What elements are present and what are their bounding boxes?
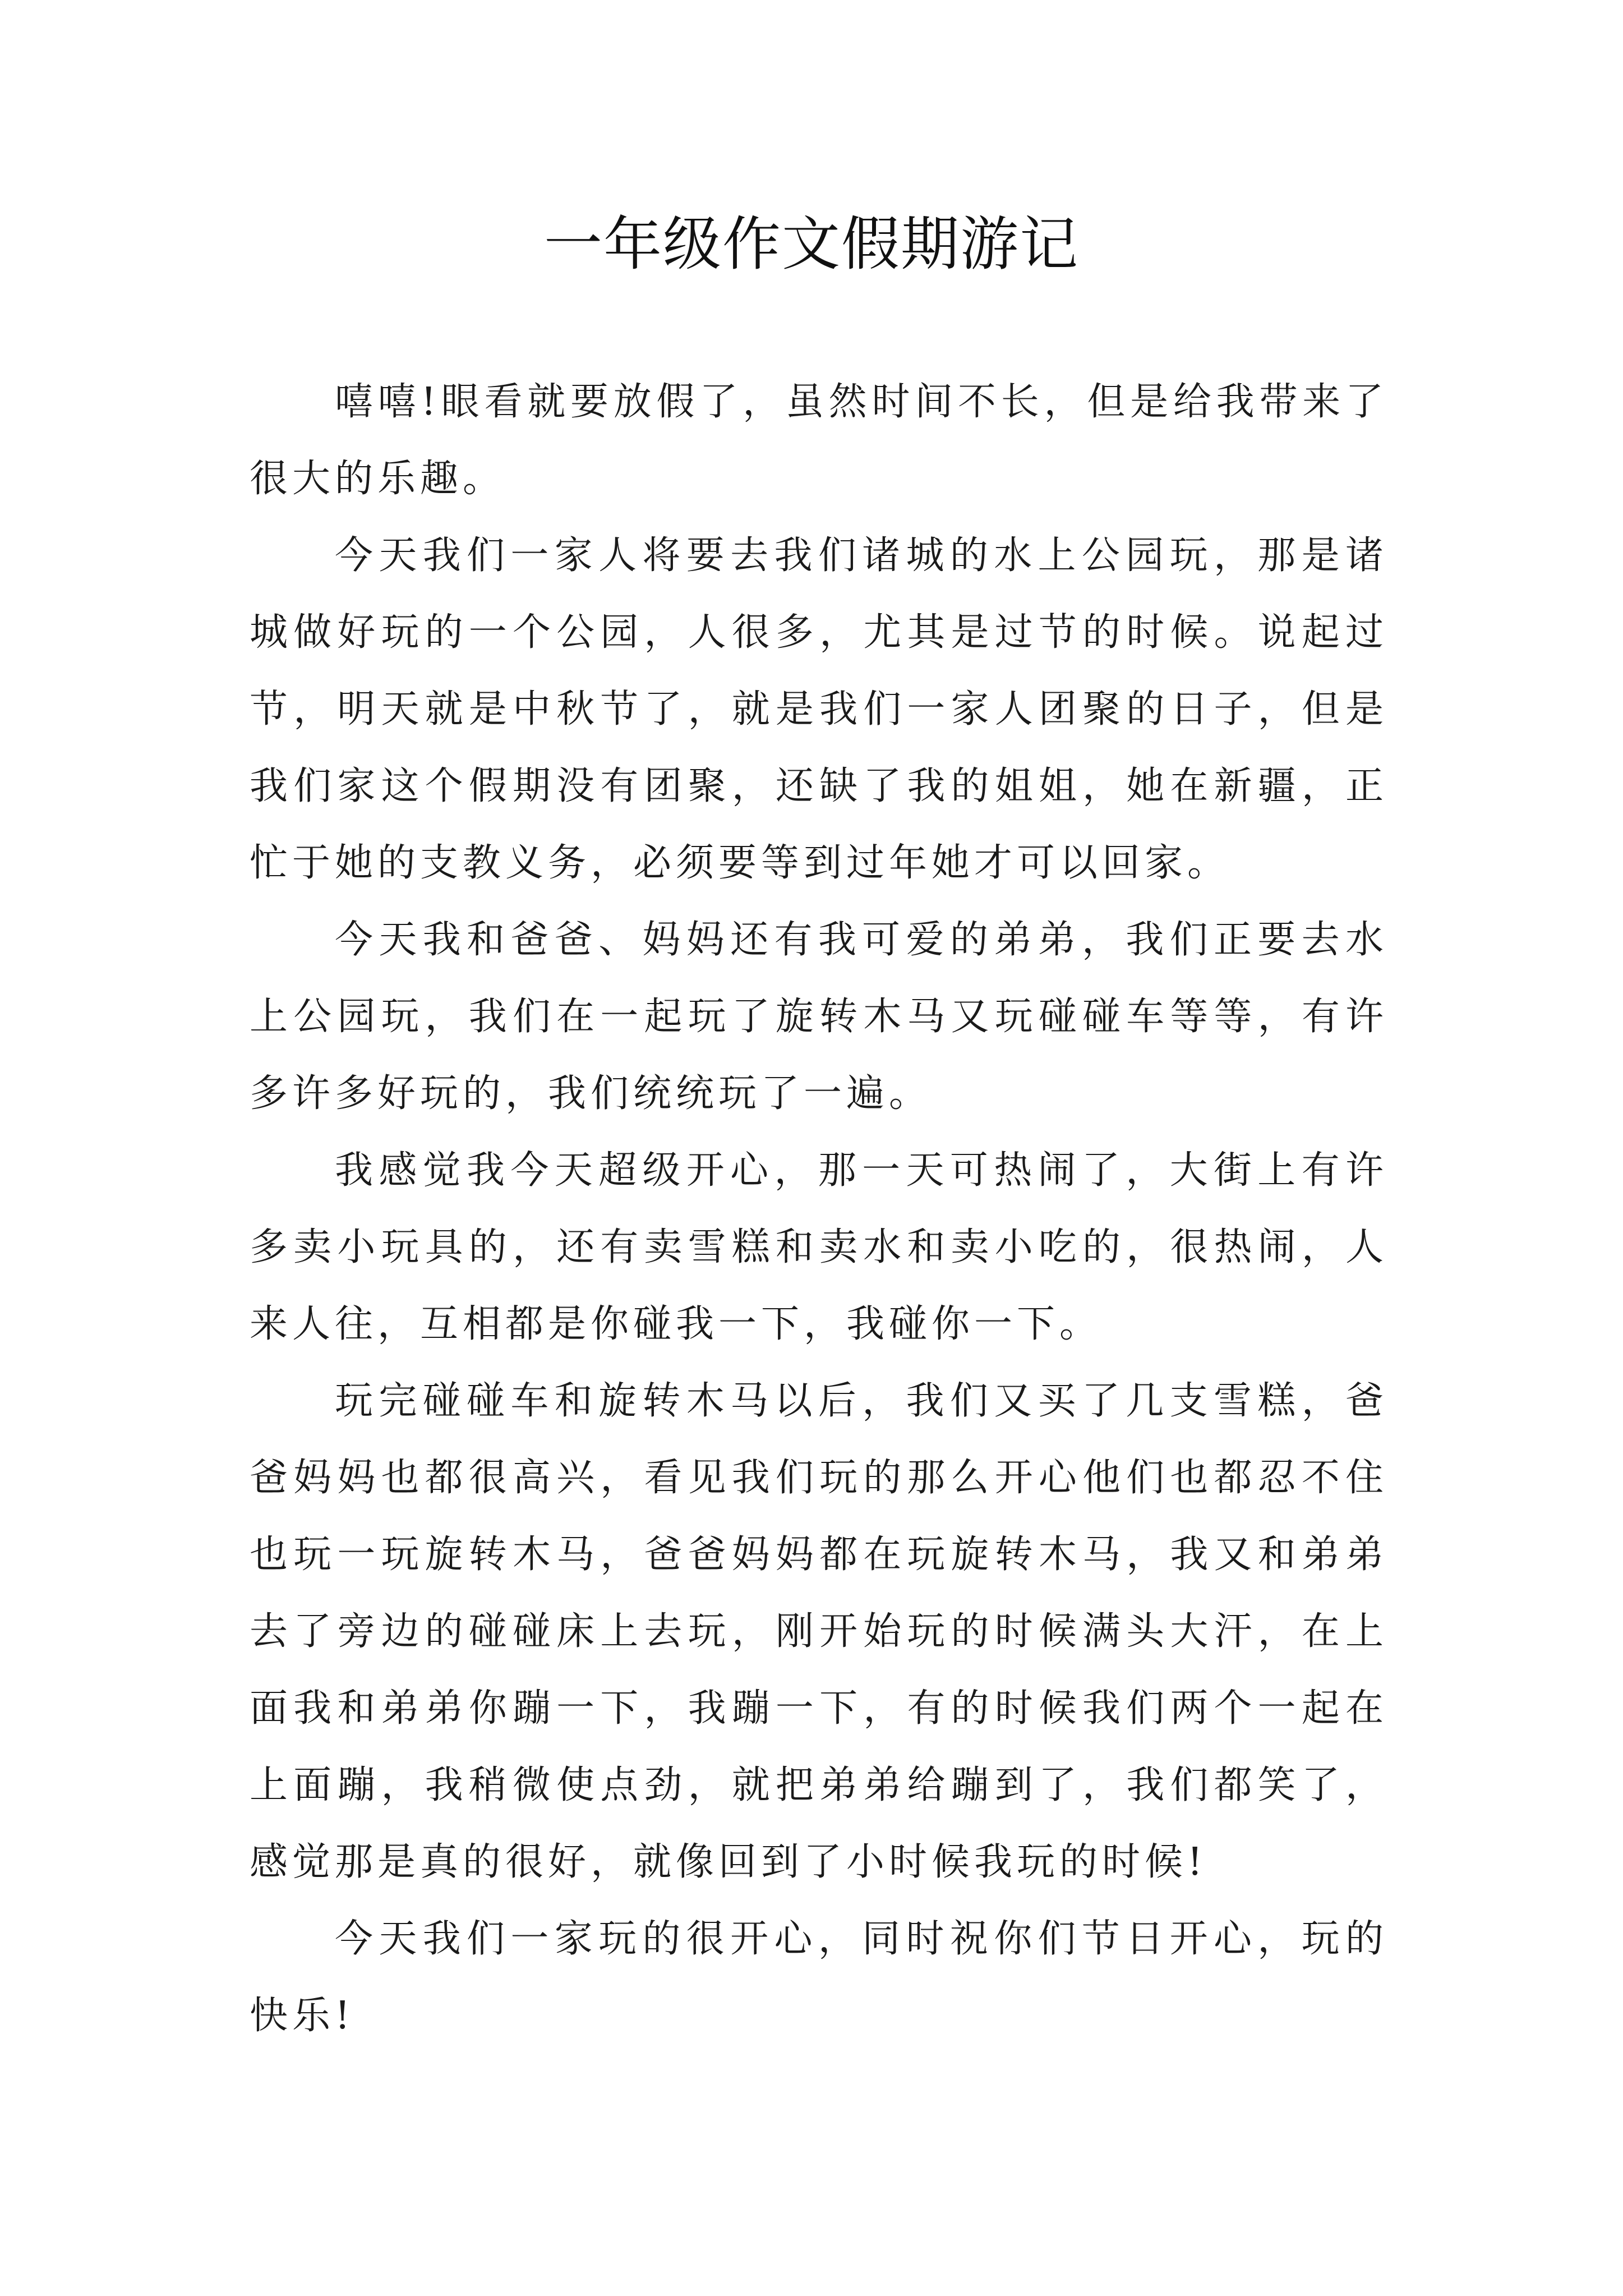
paragraph-1: 嘻嘻!眼看就要放假了，虽然时间不长，但是给我带来了很大的乐趣。	[250, 380, 1388, 501]
paragraph-4: 我感觉我今天超级开心，那一天可热闹了，大街上有许多卖小玩具的，还有卖雪糕和卖水和卖小吃的，很热闹，人来人往，互相都是你碰我一下，我碰你一下。	[250, 1148, 1388, 1346]
document-body	[250, 364, 1388, 2054]
paragraph-2: 今天我们一家人将要去我们诸城的水上公园玩，那是诸城做好玩的一个公园，人很多，尤其是过节的时候。说起过节，明天就是中秋节了，就是我们一家人团聚的日子，但是我们家这个假期没有团聚，还缺了我的姐姐，她在新疆，正忙于她的支教义务，必须要等到过年她才可以回家。	[250, 533, 1388, 885]
paragraph-3: 今天我和爸爸、妈妈还有我可爱的弟弟，我们正要去水上公园玩，我们在一起玩了旋转木马又玩碰碰车等等，有许多许多好玩的，我们统统玩了一遍。	[250, 918, 1388, 1116]
document-title: 一年级作文假期游记	[543, 210, 1079, 278]
paragraph-5: 玩完碰碰车和旋转木马以后，我们又买了几支雪糕，爸爸妈妈也都很高兴，看见我们玩的那么开心他们也都忍不住也玩一玩旋转木马，爸爸妈妈都在玩旋转木马，我又和弟弟去了旁边的碰碰床上去玩，刚开始玩的时候满头大汗，在上面我和弟弟你蹦一下，我蹦一下，有的时候我们两个一起在上面蹦，我稍微使点劲，就把弟弟给蹦到了，我们都笑了，感觉那是真的很好，就像回到了小时候我玩的时候!	[250, 1379, 1388, 1884]
paragraph-6: 今天我们一家玩的很开心，同时祝你们节日开心，玩的快乐!	[250, 1917, 1388, 2038]
